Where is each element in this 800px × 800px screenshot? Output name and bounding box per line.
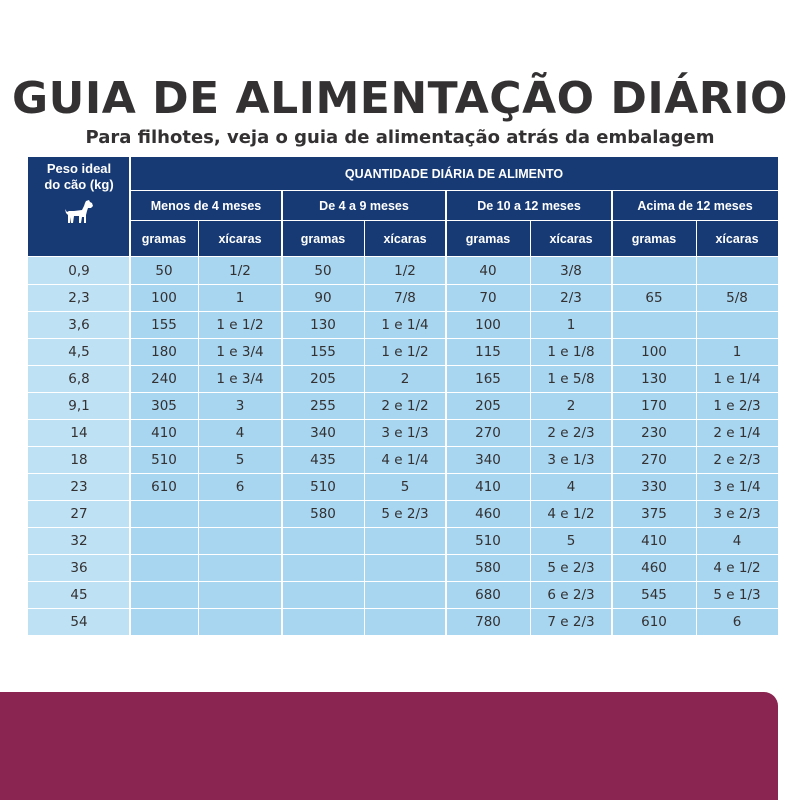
cups-cell: 1 e 1/2 <box>198 311 282 338</box>
grams-cell: 410 <box>612 527 696 554</box>
cups-cell: 1 e 2/3 <box>696 392 778 419</box>
grams-cell: 255 <box>282 392 364 419</box>
grams-cell: 165 <box>446 365 530 392</box>
weight-cell: 32 <box>28 527 130 554</box>
cups-cell: 5 e 2/3 <box>364 500 446 527</box>
cups-cell: 2 e 2/3 <box>696 446 778 473</box>
cups-cell: 4 <box>198 419 282 446</box>
grams-header: gramas <box>130 221 198 257</box>
row-divider <box>28 581 778 582</box>
cups-cell <box>696 311 778 338</box>
column-divider <box>281 191 283 635</box>
cups-cell <box>364 554 446 581</box>
weight-cell: 27 <box>28 500 130 527</box>
grams-cell: 610 <box>130 473 198 500</box>
cups-cell: 1/2 <box>364 257 446 284</box>
grams-cell: 115 <box>446 338 530 365</box>
cups-cell <box>198 500 282 527</box>
weight-cell: 6,8 <box>28 365 130 392</box>
grams-cell: 40 <box>446 257 530 284</box>
cups-cell: 5 <box>530 527 612 554</box>
grams-cell: 460 <box>612 554 696 581</box>
cups-cell: 2 <box>530 392 612 419</box>
grams-cell <box>130 554 198 581</box>
grams-cell <box>130 527 198 554</box>
grams-cell: 50 <box>130 257 198 284</box>
row-divider <box>28 500 778 501</box>
grams-header: gramas <box>612 221 696 257</box>
page-title: GUIA DE ALIMENTAÇÃO DIÁRIO <box>12 73 788 124</box>
feeding-guide-table <box>28 157 778 635</box>
grams-cell: 240 <box>130 365 198 392</box>
grams-cell: 610 <box>612 608 696 635</box>
row-divider <box>28 473 778 474</box>
weight-cell: 45 <box>28 581 130 608</box>
grams-cell <box>130 500 198 527</box>
grams-cell: 90 <box>282 284 364 311</box>
row-divider <box>28 256 778 257</box>
cups-cell: 3 e 1/3 <box>364 419 446 446</box>
cups-cell: 2 e 2/3 <box>530 419 612 446</box>
grams-cell: 305 <box>130 392 198 419</box>
cups-cell: 4 e 1/4 <box>364 446 446 473</box>
cups-cell: 6 <box>198 473 282 500</box>
row-divider <box>28 608 778 609</box>
grams-cell: 100 <box>612 338 696 365</box>
cups-cell: 2 e 1/2 <box>364 392 446 419</box>
row-divider <box>28 419 778 420</box>
cups-cell: 1 <box>530 311 612 338</box>
column-divider <box>611 191 613 635</box>
grams-header: gramas <box>282 221 364 257</box>
grams-cell: 205 <box>282 365 364 392</box>
grams-header: gramas <box>446 221 530 257</box>
grams-cell: 510 <box>446 527 530 554</box>
page-subtitle: Para filhotes, veja o guia de alimentação atrás da embalagem <box>85 127 715 148</box>
grams-cell: 100 <box>446 311 530 338</box>
grams-cell: 330 <box>612 473 696 500</box>
cups-cell: 1 e 1/4 <box>696 365 778 392</box>
weight-cell: 0,9 <box>28 257 130 284</box>
daily-amount-header: QUANTIDADE DIÁRIA DE ALIMENTO <box>130 157 778 191</box>
row-divider <box>28 446 778 447</box>
grams-cell: 410 <box>130 419 198 446</box>
grams-cell: 580 <box>282 500 364 527</box>
grams-cell: 130 <box>282 311 364 338</box>
grams-cell: 460 <box>446 500 530 527</box>
cups-cell: 7 e 2/3 <box>530 608 612 635</box>
cups-cell: 1 e 1/4 <box>364 311 446 338</box>
grams-cell <box>612 257 696 284</box>
grams-cell: 340 <box>282 419 364 446</box>
grams-cell: 435 <box>282 446 364 473</box>
cups-cell <box>198 527 282 554</box>
grams-cell <box>282 608 364 635</box>
grams-cell: 270 <box>612 446 696 473</box>
cups-cell: 5 e 1/3 <box>696 581 778 608</box>
dog-icon <box>64 199 94 229</box>
cups-cell: 6 e 2/3 <box>530 581 612 608</box>
cups-cell <box>198 581 282 608</box>
cups-cell <box>198 554 282 581</box>
cups-cell: 4 e 1/2 <box>696 554 778 581</box>
row-divider <box>28 554 778 555</box>
cups-cell: 7/8 <box>364 284 446 311</box>
row-divider <box>28 284 778 285</box>
grams-cell: 50 <box>282 257 364 284</box>
grams-cell: 580 <box>446 554 530 581</box>
cups-cell: 4 <box>696 527 778 554</box>
cups-cell: 2/3 <box>530 284 612 311</box>
row-divider <box>130 190 778 191</box>
cups-header: xícaras <box>696 221 778 257</box>
row-divider <box>28 392 778 393</box>
weight-cell: 23 <box>28 473 130 500</box>
grams-cell: 230 <box>612 419 696 446</box>
weight-header-line1: Peso ideal <box>46 161 112 176</box>
cups-header: xícaras <box>530 221 612 257</box>
grams-cell: 155 <box>130 311 198 338</box>
row-divider <box>28 338 778 339</box>
grams-cell: 155 <box>282 338 364 365</box>
cups-cell <box>198 608 282 635</box>
grams-cell <box>282 527 364 554</box>
cups-cell <box>364 581 446 608</box>
grams-cell <box>130 608 198 635</box>
grams-cell <box>282 554 364 581</box>
grams-cell: 340 <box>446 446 530 473</box>
weight-column-header <box>28 157 130 257</box>
grams-cell <box>282 581 364 608</box>
weight-cell: 54 <box>28 608 130 635</box>
weight-cell: 2,3 <box>28 284 130 311</box>
cups-cell: 2 e 1/4 <box>696 419 778 446</box>
weight-cell: 36 <box>28 554 130 581</box>
grams-cell: 410 <box>446 473 530 500</box>
row-divider <box>28 311 778 312</box>
cups-cell: 3 e 1/4 <box>696 473 778 500</box>
weight-header-line2: do cão (kg) <box>44 177 114 192</box>
column-divider <box>129 157 131 635</box>
cups-cell: 1 e 5/8 <box>530 365 612 392</box>
grams-cell: 780 <box>446 608 530 635</box>
grams-cell <box>612 311 696 338</box>
cups-cell: 1 <box>198 284 282 311</box>
age-group-header: Acima de 12 meses <box>612 191 778 221</box>
purple-banner <box>0 692 778 800</box>
row-divider <box>28 365 778 366</box>
cups-header: xícaras <box>198 221 282 257</box>
grams-cell: 375 <box>612 500 696 527</box>
grams-cell: 205 <box>446 392 530 419</box>
cups-cell: 5 e 2/3 <box>530 554 612 581</box>
weight-cell: 14 <box>28 419 130 446</box>
grams-cell: 545 <box>612 581 696 608</box>
cups-cell: 5/8 <box>696 284 778 311</box>
grams-cell: 510 <box>282 473 364 500</box>
cups-cell: 3/8 <box>530 257 612 284</box>
cups-cell <box>364 608 446 635</box>
grams-cell <box>130 581 198 608</box>
age-group-header: De 4 a 9 meses <box>282 191 446 221</box>
grams-cell: 130 <box>612 365 696 392</box>
grams-cell: 270 <box>446 419 530 446</box>
cups-cell: 3 <box>198 392 282 419</box>
grams-cell: 170 <box>612 392 696 419</box>
cups-cell: 5 <box>364 473 446 500</box>
weight-cell: 9,1 <box>28 392 130 419</box>
cups-cell: 1/2 <box>198 257 282 284</box>
row-divider <box>28 527 778 528</box>
grams-cell: 70 <box>446 284 530 311</box>
grams-cell: 180 <box>130 338 198 365</box>
cups-cell <box>364 527 446 554</box>
cups-cell: 4 e 1/2 <box>530 500 612 527</box>
cups-cell: 1 e 1/2 <box>364 338 446 365</box>
row-divider <box>130 220 778 221</box>
weight-cell: 3,6 <box>28 311 130 338</box>
cups-cell <box>696 257 778 284</box>
cups-cell: 5 <box>198 446 282 473</box>
cups-cell: 6 <box>696 608 778 635</box>
cups-cell: 1 e 1/8 <box>530 338 612 365</box>
cups-cell: 1 e 3/4 <box>198 338 282 365</box>
grams-cell: 65 <box>612 284 696 311</box>
cups-cell: 3 e 1/3 <box>530 446 612 473</box>
cups-cell: 1 e 3/4 <box>198 365 282 392</box>
weight-cell: 4,5 <box>28 338 130 365</box>
column-divider <box>445 191 447 635</box>
cups-cell: 1 <box>696 338 778 365</box>
age-group-header: Menos de 4 meses <box>130 191 282 221</box>
cups-cell: 3 e 2/3 <box>696 500 778 527</box>
cups-cell: 4 <box>530 473 612 500</box>
grams-cell: 510 <box>130 446 198 473</box>
age-group-header: De 10 a 12 meses <box>446 191 612 221</box>
grams-cell: 680 <box>446 581 530 608</box>
cups-cell: 2 <box>364 365 446 392</box>
cups-header: xícaras <box>364 221 446 257</box>
weight-cell: 18 <box>28 446 130 473</box>
grams-cell: 100 <box>130 284 198 311</box>
